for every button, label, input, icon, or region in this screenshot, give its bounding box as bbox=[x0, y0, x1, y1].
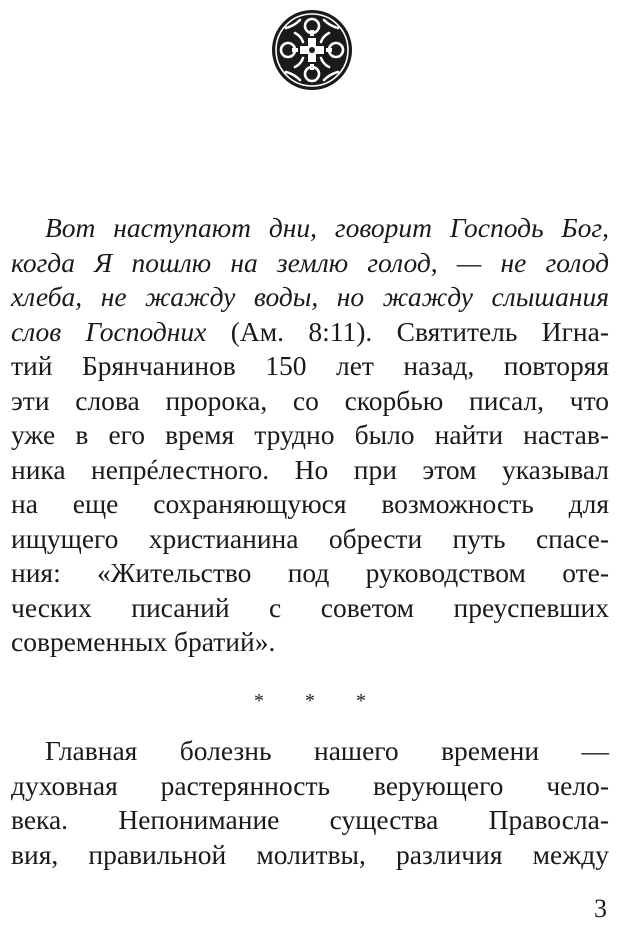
text-line bbox=[11, 487, 609, 522]
text-line: духовная растерянность верующего чело- bbox=[11, 769, 609, 801]
text-line bbox=[11, 453, 609, 488]
text-segment: эти слова пророка, со скорбью писал, что bbox=[11, 384, 609, 416]
text-segment: (Ам. 8:11). Святитель Игна- bbox=[206, 315, 609, 347]
text-segment: на еще сохраняющуюся возможность для bbox=[11, 488, 609, 519]
text-segment: ческих писаний с советом преуспевших bbox=[11, 591, 609, 623]
text-line bbox=[11, 280, 609, 315]
italic-segment: когда Я пошлю на землю голод, — не голод bbox=[11, 246, 609, 278]
text-segment: ника непрéлестного. Но при этом указывал bbox=[11, 453, 609, 485]
paragraph-1 bbox=[11, 211, 609, 660]
italic-segment: слов Господних bbox=[11, 315, 207, 347]
text-segment: уже в его время трудно было найти настав- bbox=[11, 419, 609, 450]
italic-segment: хлеба, не жажду воды, но жажду слышания bbox=[11, 281, 609, 312]
text-line bbox=[11, 246, 609, 281]
text-segment: ищущего христианина обрести путь спасе- bbox=[11, 522, 609, 554]
text-line bbox=[11, 315, 609, 350]
text-segment: тий Брянчанинов 150 лет назад, повторяя bbox=[11, 350, 609, 381]
circular-cross-ornament-icon bbox=[270, 8, 354, 92]
text-line: Главная болезнь нашего времени — bbox=[45, 735, 609, 766]
page-number: 3 bbox=[594, 894, 607, 923]
text-line bbox=[11, 349, 609, 384]
paragraph-2 bbox=[11, 734, 609, 872]
text-line bbox=[11, 556, 609, 591]
text-line bbox=[11, 211, 609, 246]
text-line bbox=[11, 522, 609, 557]
text-segment: современных братий». bbox=[11, 626, 276, 657]
section-separator: * * * bbox=[254, 690, 384, 712]
text-line bbox=[11, 625, 609, 660]
text-line: века. Непонимание существа Правосла- bbox=[11, 804, 609, 835]
text-line bbox=[11, 591, 609, 626]
text-line: вия, правильной молитвы, различия между bbox=[11, 838, 609, 870]
text-line bbox=[11, 384, 609, 419]
italic-segment: Вот наступают дни, говорит Господь Бог, bbox=[45, 212, 609, 243]
text-line bbox=[11, 418, 609, 453]
text-segment: ния: «Жительство под руководством оте- bbox=[11, 557, 609, 588]
